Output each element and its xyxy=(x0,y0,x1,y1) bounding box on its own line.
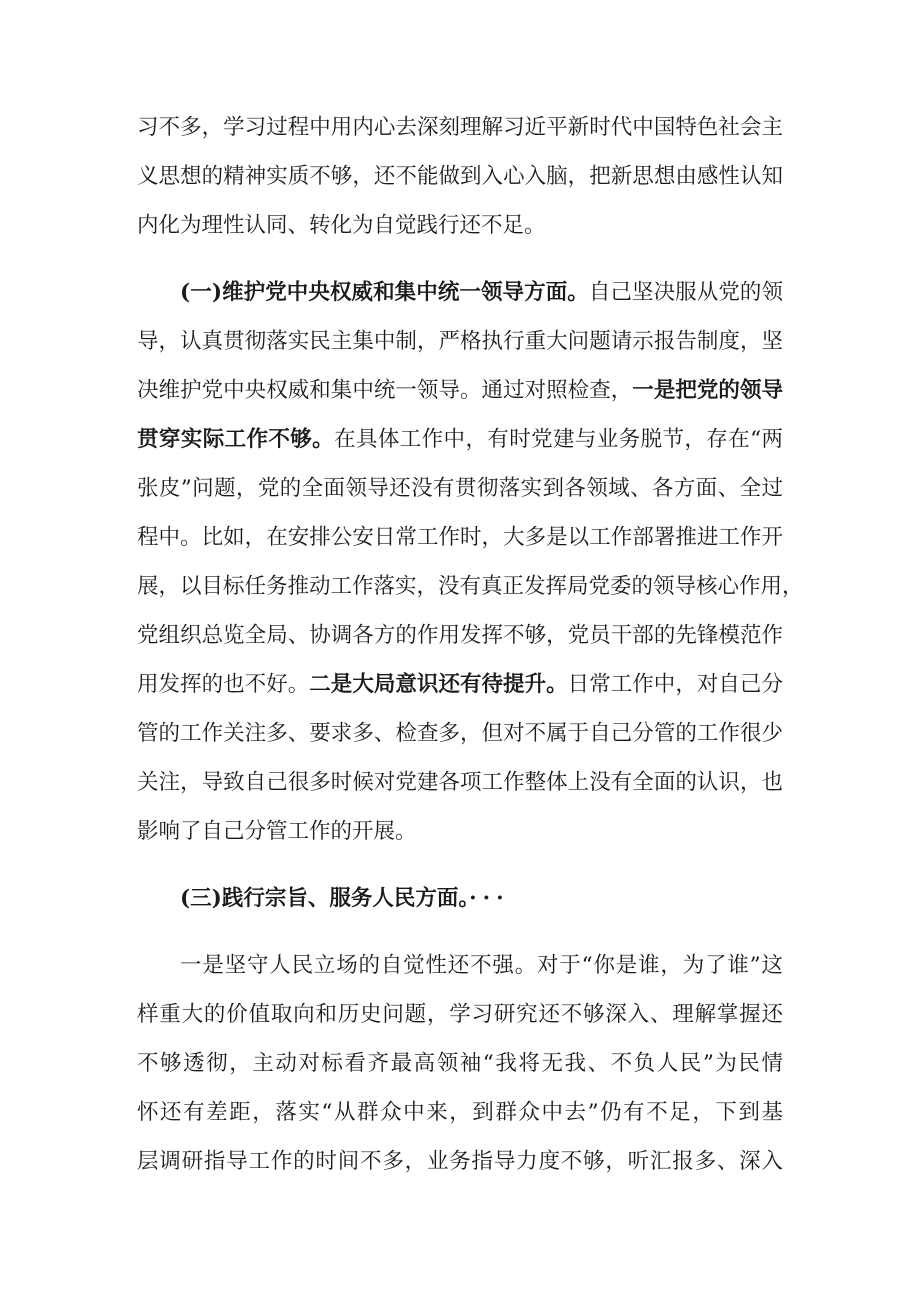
paragraph-line xyxy=(137,273,783,313)
section-heading-line xyxy=(137,879,783,919)
paragraph-line xyxy=(137,665,783,705)
bold-phrase: 一是把党的领导 xyxy=(632,378,783,403)
inline-text: 决维护党中央权威和集中统一领导。通过对照检查， xyxy=(137,378,633,403)
paragraph-line: 关注，导致自己很多时候对党建各项工作整体上没有全面的认识，也 xyxy=(137,770,783,795)
section-heading: (一)维护党中央权威和集中统一领导方面。 xyxy=(180,280,589,305)
paragraph-line: 内化为理性认同、转化为自觉践行还不足。 xyxy=(137,213,546,238)
bold-phrase: 二是大局意识还有待提升。 xyxy=(309,672,568,697)
section-heading: (三)践行宗旨、服务人民方面。 xyxy=(180,886,470,911)
paragraph-line: 义思想的精神实质不够，还不能做到入心入脑，把新思想由感性认知 xyxy=(137,164,783,189)
inline-text: 日常工作中，对自己分 xyxy=(567,672,783,697)
paragraph-line: 展，以目标任务推动工作落实，没有真正发挥局党委的领导核心作用， xyxy=(137,574,804,599)
paragraph-line: 影响了自己分管工作的开展。 xyxy=(137,819,417,844)
paragraph-line xyxy=(137,420,783,460)
paragraph-line: 党组织总览全局、协调各方的作用发挥不够，党员干部的先锋模范作 xyxy=(137,623,783,648)
paragraph-line: 管的工作关注多、要求多、检查多，但对不属于自己分管的工作很少 xyxy=(137,721,783,746)
inline-text: 自己坚决服从党的领 xyxy=(588,280,783,305)
paragraph-line: 层调研指导工作的时间不多，业务指导力度不够，听汇报多、深入 xyxy=(137,1149,783,1174)
paragraph-line xyxy=(137,371,783,411)
paragraph-line: 张皮”问题，党的全面领导还没有贯彻落实到各领域、各方面、全过 xyxy=(137,476,783,501)
ellipsis-dots: ··· xyxy=(469,886,510,911)
paragraph-line: 导，认真贯彻落实民主集中制，严格执行重大问题请示报告制度，坚 xyxy=(137,329,783,354)
inline-text: 用发挥的也不好。 xyxy=(137,672,310,697)
paragraph-line: 习不多，学习过程中用内心去深刻理解习近平新时代中国特色社会主 xyxy=(137,115,783,140)
paragraph-line: 程中。比如，在安排公安日常工作时，大多是以工作部署推进工作开 xyxy=(137,525,783,550)
paragraph-line: 不够透彻，主动对标看齐最高领袖“我将无我、不负人民”为民情 xyxy=(137,1051,783,1076)
inline-text: 在具体工作中，有时党建与业务脱节，存在“两 xyxy=(334,427,783,452)
paragraph-line: 怀还有差距，落实“从群众中来，到群众中去”仍有不足，下到基 xyxy=(137,1100,783,1125)
bold-phrase: 贯穿实际工作不够。 xyxy=(137,427,335,452)
paragraph-line: 一是坚守人民立场的自觉性还不强。对于“你是谁，为了谁”这 xyxy=(180,953,783,978)
paragraph-line: 样重大的价值取向和历史问题，学习研究还不够深入、理解掌握还 xyxy=(137,1002,783,1027)
